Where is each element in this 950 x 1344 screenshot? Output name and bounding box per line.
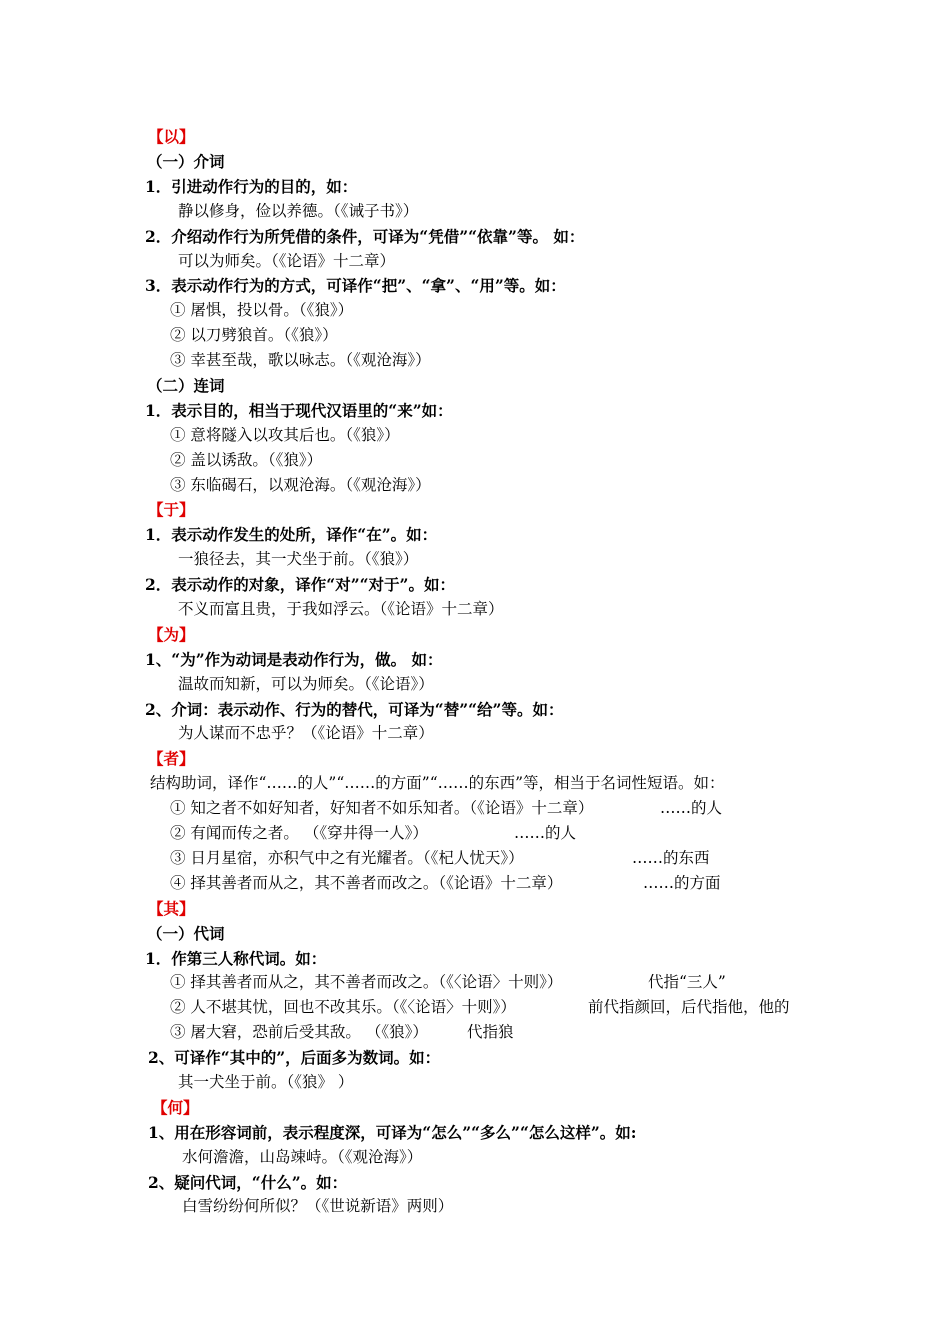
item-yi-2: 2．介绍动作行为所凭借的条件，可译为“凭借”“依靠”等。 如：: [145, 227, 585, 246]
example-he-1: 水何澹澹，山岛竦峙。（《观沧海》）: [182, 1148, 423, 1166]
note-zhe-1: ……的人: [660, 799, 723, 817]
example-zhe-4: ④ 择其善者而从之，其不善者而改之。（《论语》十二章）: [170, 874, 563, 892]
heading-zhe: 【者】: [148, 749, 195, 768]
example-yi-2: 可以为师矣。（《论语》十二章）: [178, 252, 396, 270]
item-yi-conj-1: 1．表示目的，相当于现代汉语里的“来”如：: [145, 401, 453, 420]
example-yi-3b: ② 以刀劈狼首。（《狼》）: [170, 326, 338, 344]
example-qi-2: ② 人不堪其忧，回也不改其乐。（《〈论语〉十则》）: [170, 998, 516, 1016]
subheading-conjunction: （二）连词: [147, 376, 225, 395]
example-yi-conj-b: ② 盖以诱敌。（《狼》）: [170, 451, 323, 469]
subheading-preposition: （一）介词: [147, 152, 225, 171]
example-wei-1: 温故而知新，可以为师矣。（《论语》）: [178, 675, 434, 693]
example-yi-conj-a: ① 意将隧入以攻其后也。（《狼》）: [170, 426, 400, 444]
heading-he: 【何】: [152, 1098, 199, 1117]
item-yi-3: 3．表示动作行为的方式，可译作“把”、“拿”、“用”等。如：: [145, 276, 566, 295]
example-yu-2: 不义而富且贵，于我如浮云。（《论语》十二章）: [178, 600, 504, 618]
example-yi-1: 静以修身，俭以养德。（《诫子书》）: [178, 202, 419, 220]
heading-yi: 【以】: [148, 127, 195, 146]
item-wei-2: 2、介词：表示动作、行为的替代，可译为“替”“给”等。如：: [145, 700, 564, 719]
item-he-1: 1、用在形容词前，表示程度深，可译为“怎么”“多么”“怎么这样”。如:: [148, 1123, 637, 1142]
subheading-pronoun: （一）代词: [147, 924, 225, 943]
heading-wei: 【为】: [148, 625, 195, 644]
note-qi-2: 前代指颜回，后代指他，他的: [588, 998, 790, 1016]
heading-yu: 【于】: [148, 500, 195, 519]
example-zhe-2: ② 有闻而传之者。 （《穿井得一人》）: [170, 824, 428, 842]
item-qi-1: 1．作第三人称代词。如：: [145, 949, 327, 968]
example-yi-3c: ③ 幸甚至哉，歌以咏志。（《观沧海》）: [170, 351, 431, 369]
note-qi-3: 代指狼: [467, 1023, 514, 1041]
item-qi-2: 2、可译作“其中的”，后面多为数词。如：: [148, 1048, 441, 1067]
example-zhe-3: ③ 日月星宿，亦积气中之有光耀者。（《杞人忧天》）: [170, 849, 524, 867]
example-qi-3: ③ 屠大窘，恐前后受其敌。 （《狼》）: [170, 1023, 428, 1041]
example-yi-3a: ① 屠惧，投以骨。（《狼》）: [170, 301, 354, 319]
example-qi-1: ① 择其善者而从之，其不善者而改之。（《〈论语〉十则》）: [170, 973, 563, 991]
example-yu-1: 一狼径去，其一犬坐于前。（《狼》）: [178, 550, 419, 568]
note-zhe-3: ……的东西: [632, 849, 710, 867]
heading-qi: 【其】: [148, 899, 195, 918]
example-qi-2b: 其一犬坐于前。（《狼》 ）: [178, 1073, 354, 1091]
item-he-2: 2、疑问代词，“什么”。如：: [148, 1173, 348, 1192]
example-zhe-1: ① 知之者不如好知者，好知者不如乐知者。（《论语》十二章）: [170, 799, 594, 817]
note-qi-1: 代指“三人”: [648, 973, 726, 991]
example-wei-2: 为人谋而不忠乎？（《论语》十二章）: [178, 724, 434, 742]
example-yi-conj-c: ③ 东临碣石，以观沧海。（《观沧海》）: [170, 476, 431, 494]
item-wei-1: 1、“为”作为动词是表动作行为，做。 如：: [145, 650, 443, 669]
note-zhe-4: ……的方面: [643, 874, 721, 892]
item-yu-2: 2．表示动作的对象，译作“对”“对于”。如：: [145, 575, 455, 594]
item-yi-1: 1．引进动作行为的目的，如：: [145, 177, 358, 196]
zhe-intro: 结构助词，译作“……的人”“……的方面”“……的东西”等，相当于名词性短语。如：: [150, 774, 725, 792]
item-yu-1: 1．表示动作发生的处所，译作“在”。如：: [145, 525, 438, 544]
note-zhe-2: ……的人: [514, 824, 577, 842]
example-he-2: 白雪纷纷何所似？（《世说新语》两则）: [182, 1197, 454, 1215]
